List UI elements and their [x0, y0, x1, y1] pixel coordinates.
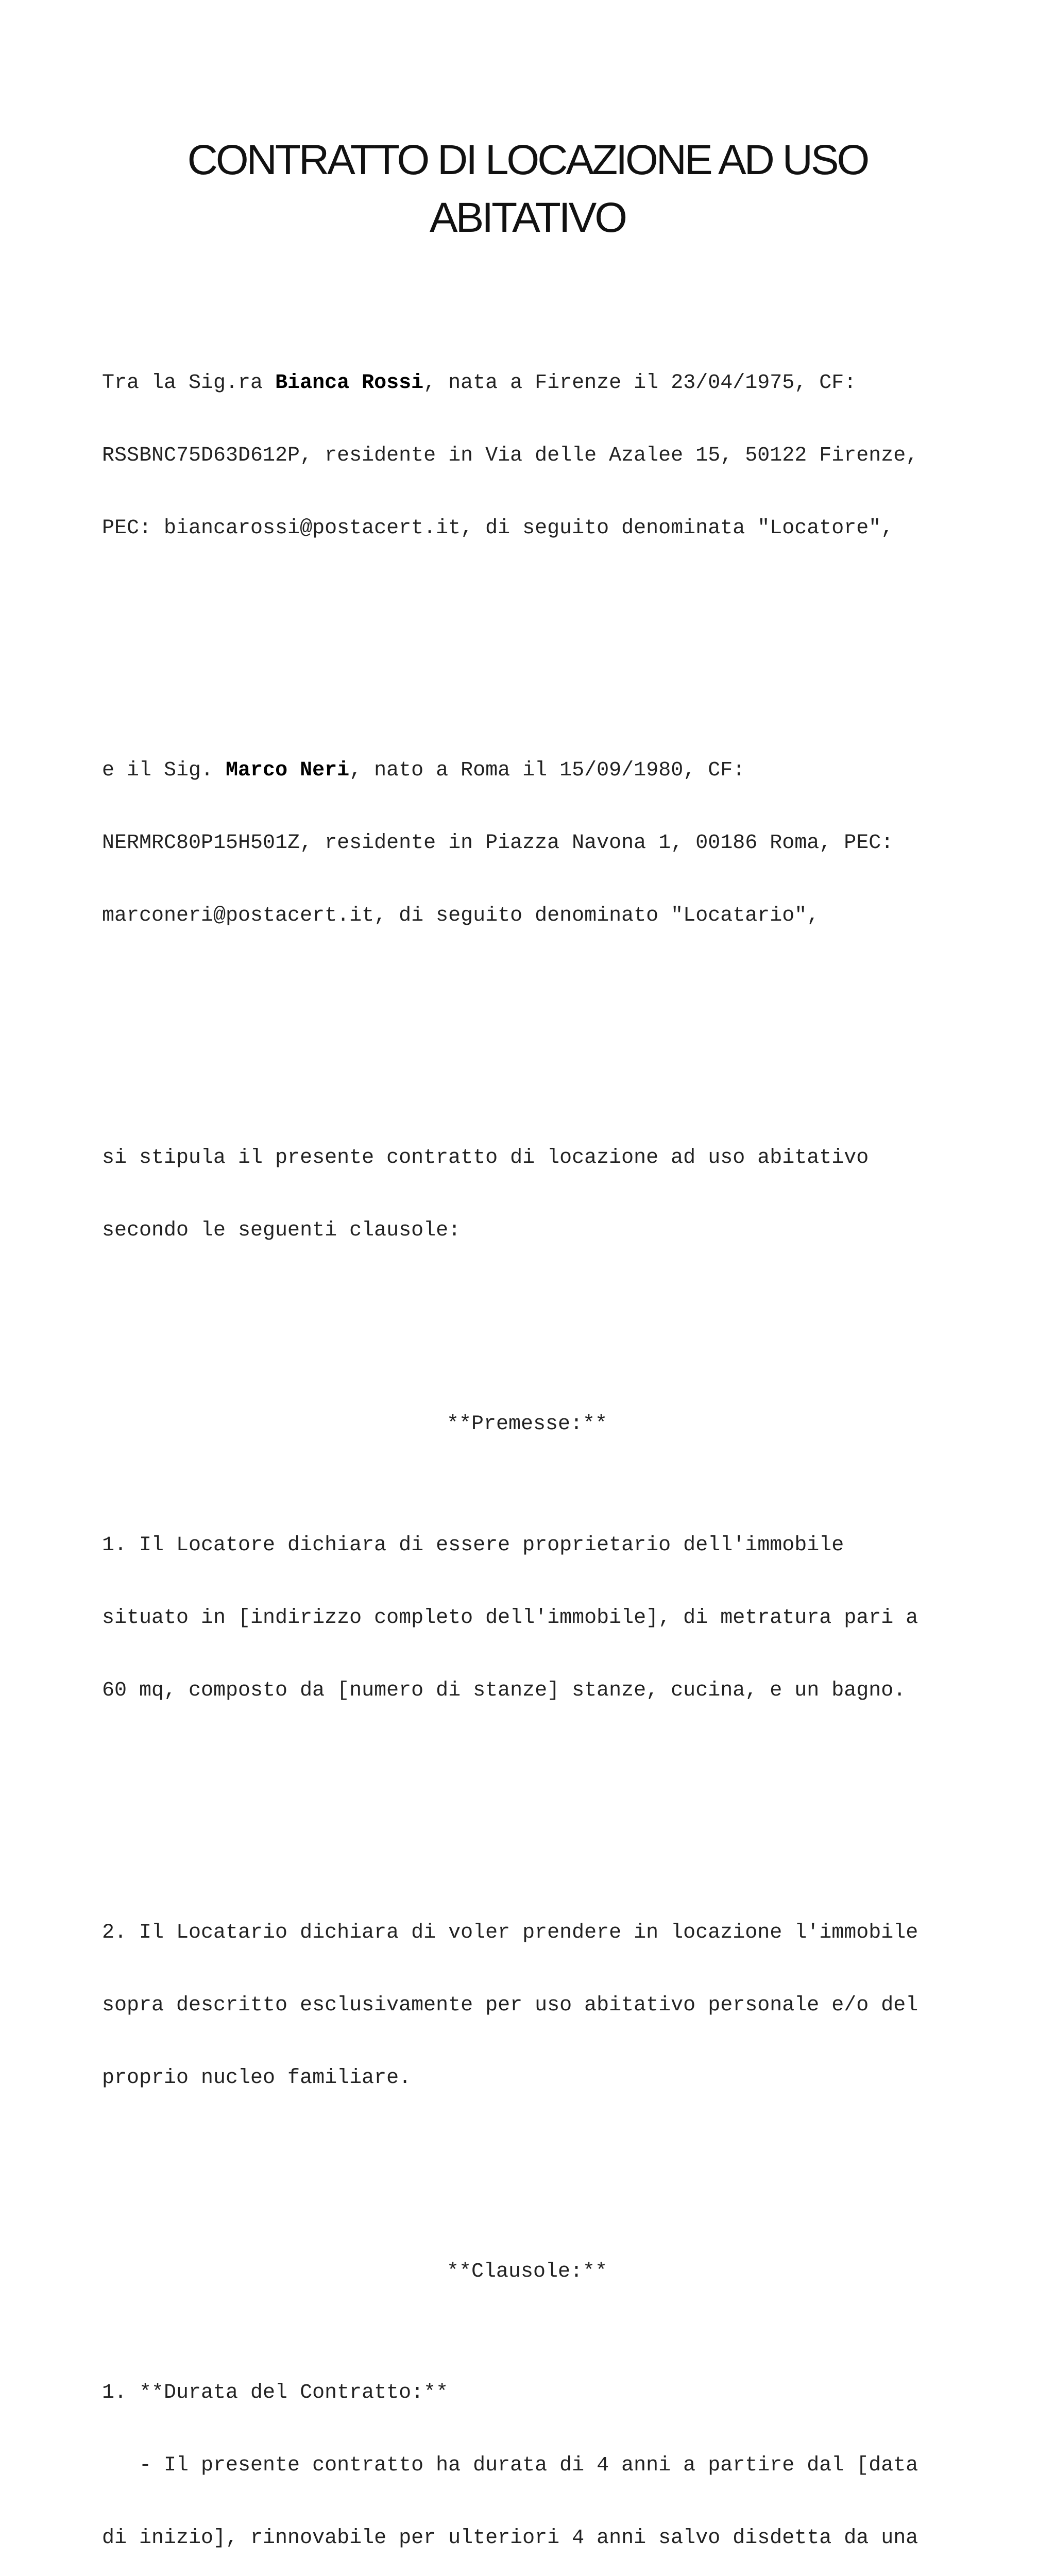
title-line-1: CONTRATTO DI LOCAZIONE AD USO: [187, 137, 868, 183]
locatore-intro: Tra la Sig.ra: [102, 371, 276, 395]
locatore-birth: , nata a Firenze il 23/04/1975, CF:: [423, 371, 857, 395]
stipula-paragraph: [102, 1097, 978, 1291]
locatario-intro: e il Sig.: [102, 759, 226, 782]
clausola-1: [102, 2332, 978, 2576]
clausola-1-line: 1. **Durata del Contratto:**: [102, 2381, 449, 2404]
premessa-2-line: proprio nucleo familiare.: [102, 2066, 412, 2090]
locatore-line-3: PEC: biancarossi@postacert.it, di seguito denominata "Locatore",: [102, 517, 894, 540]
premessa-1-line: 1. Il Locatore dichiara di essere proprietario dell'immobile: [102, 1534, 844, 1557]
stipula-line-2: secondo le seguenti clausole:: [102, 1219, 461, 1242]
locatario-line-2: NERMRC80P15H501Z, residente in Piazza Navona 1, 00186 Roma, PEC:: [102, 832, 894, 855]
stipula-line-1: si stipula il presente contratto di locazione ad uso abitativo: [102, 1146, 869, 1170]
clausola-1-line: di inizio], rinnovabile per ulteriori 4 anni salvo disdetta da una: [102, 2527, 918, 2550]
locatario-paragraph: [102, 710, 978, 976]
locatore-line-2: RSSBNC75D63D612P, residente in Via delle Azalee 15, 50122 Firenze,: [102, 444, 918, 467]
clausole-heading: **Clausole:**: [446, 2260, 608, 2283]
premessa-1-line: 60 mq, composto da [numero di stanze] stanze, cucina, e un bagno.: [102, 1679, 906, 1702]
locatario-name: Marco Neri: [226, 759, 350, 782]
locatore-paragraph: [102, 323, 978, 589]
premessa-1: [102, 1485, 978, 1751]
document-body: [102, 274, 978, 2576]
premessa-2-line: sopra descritto esclusivamente per uso abitativo personale e/o del: [102, 1994, 918, 2017]
premesse-heading: **Premesse:**: [446, 1413, 608, 1436]
locatore-name: Bianca Rossi: [275, 371, 424, 395]
clausola-1-line: - Il presente contratto ha durata di 4 anni a partire dal [data: [102, 2454, 918, 2477]
locatario-birth: , nato a Roma il 15/09/1980, CF:: [349, 759, 745, 782]
locatario-line-3: marconeri@postacert.it, di seguito denominato "Locatario",: [102, 904, 820, 927]
premessa-1-line: situato in [indirizzo completo dell'immobile], di metratura pari a: [102, 1606, 918, 1630]
premessa-2: [102, 1872, 978, 2139]
document-title: [103, 131, 952, 247]
title-line-2: ABITATIVO: [429, 194, 626, 241]
premessa-2-line: 2. Il Locatario dichiara di voler prendere in locazione l'immobile: [102, 1921, 918, 1944]
